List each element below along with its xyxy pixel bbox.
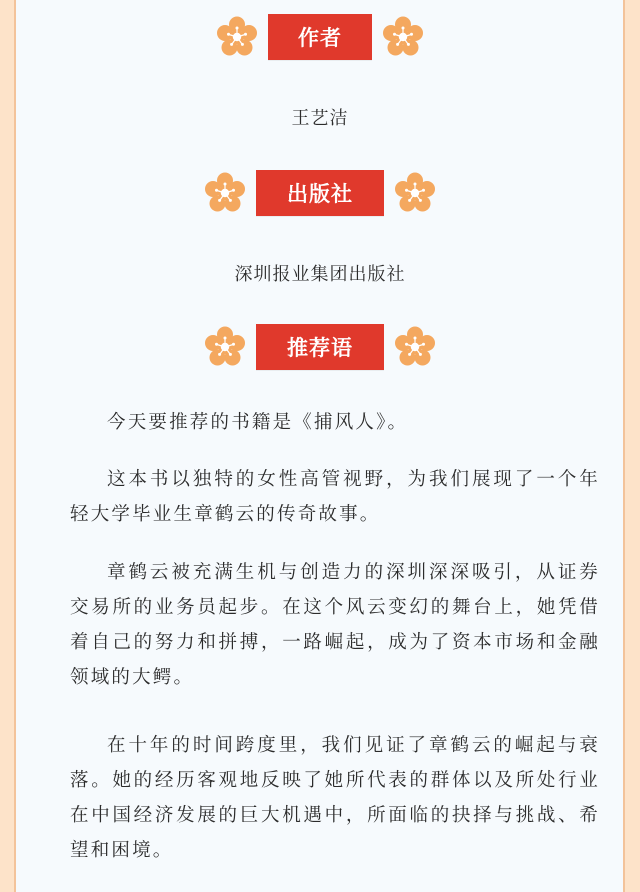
publisher-name: 深圳报业集团出版社 xyxy=(234,264,406,285)
recommendation-header xyxy=(0,322,640,372)
plum-blossom-icon xyxy=(394,172,436,214)
author-heading: 作者 xyxy=(268,14,372,60)
paragraph: 在十年的时间跨度里，我们见证了章鹤云的崛起与衰落。她的经历客观地反映了她所代表的群体以及所处行业在中国经济发展的巨大机遇中，所面临的抉择与挑战、希望和困境。 xyxy=(70,735,600,861)
paragraph: 这本书以独特的女性高管视野，为我们展现了一个年轻大学毕业生章鹤云的传奇故事。 xyxy=(70,469,600,525)
paragraph: 章鹤云被充满生机与创造力的深圳深深吸引，从证券交易所的业务员起步。在这个风云变幻的舞台上，她凭借着自己的努力和拼搏，一路崛起，成为了资本市场和金融领域的大鳄。 xyxy=(70,562,600,688)
plum-blossom-icon xyxy=(216,16,258,58)
publisher-header xyxy=(0,168,640,218)
plum-blossom-icon xyxy=(382,16,424,58)
plum-blossom-icon xyxy=(204,172,246,214)
plum-blossom-icon xyxy=(394,326,436,368)
paragraph: 今天要推荐的书籍是《捕风人》。 xyxy=(107,412,409,433)
plum-blossom-icon xyxy=(204,326,246,368)
publisher-heading: 出版社 xyxy=(256,170,384,216)
recommendation-heading: 推荐语 xyxy=(256,324,384,370)
author-name: 王艺洁 xyxy=(291,108,349,129)
author-header xyxy=(0,12,640,62)
